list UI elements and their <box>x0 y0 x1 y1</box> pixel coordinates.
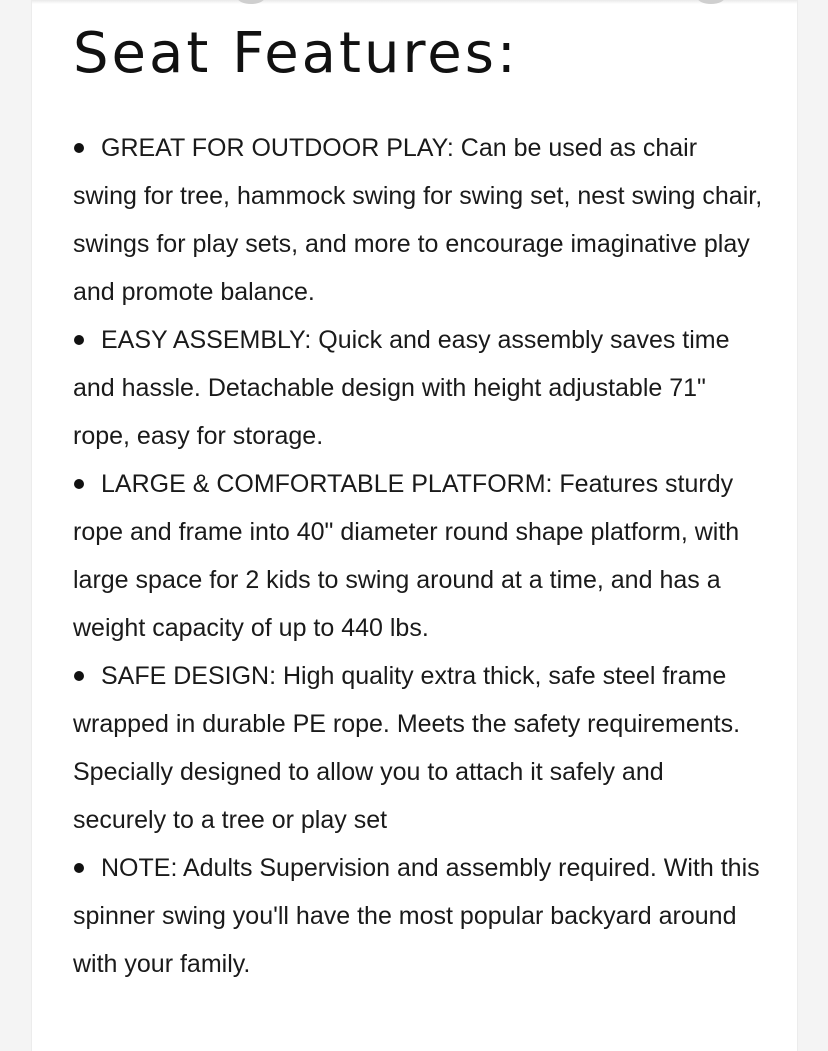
feature-text: NOTE: Adults Supervision and assembly required. With this spinner swing you'll have the most popular backyard around with your family. <box>73 854 760 978</box>
feature-text: SAFE DESIGN: High quality extra thick, safe steel frame wrapped in durable PE rope. Meets the safety requirements. Specially designed to allow you to attach it safely and securely to a tree or play set <box>73 662 741 834</box>
feature-item-note <box>73 844 763 988</box>
previous-heading-edge <box>32 0 797 4</box>
bullet-icon <box>74 863 84 873</box>
bullet-icon <box>74 335 84 345</box>
content-card <box>31 0 798 1051</box>
section-heading: Seat Features: <box>73 21 519 86</box>
feature-item-safe-design <box>73 652 763 844</box>
feature-list <box>73 124 763 988</box>
feature-text: GREAT FOR OUTDOOR PLAY: Can be used as chair swing for tree, hammock swing for swing set, nest swing chair, swings for play sets, and more to encourage imaginative play and promote balance. <box>73 134 763 306</box>
feature-text: LARGE & COMFORTABLE PLATFORM: Features sturdy rope and frame into 40" diameter round shape platform, with large space for 2 kids to swing around at a time, and has a weight capacity of up to 440 lbs. <box>73 470 740 642</box>
bullet-icon <box>74 143 84 153</box>
feature-item-easy-assembly <box>73 316 763 460</box>
bullet-icon <box>74 479 84 489</box>
feature-item-platform <box>73 460 763 652</box>
feature-text: EASY ASSEMBLY: Quick and easy assembly saves time and hassle. Detachable design with height adjustable 71" rope, easy for storage. <box>73 326 730 450</box>
bullet-icon <box>74 671 84 681</box>
feature-item-outdoor-play <box>73 124 763 316</box>
